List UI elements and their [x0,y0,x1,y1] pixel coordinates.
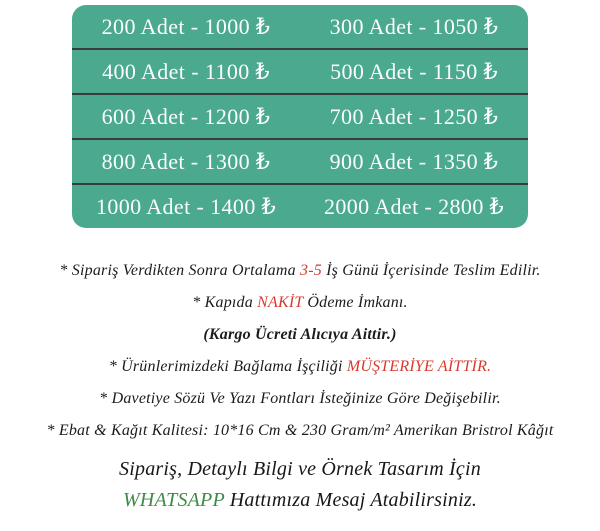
note-binding [0,357,600,377]
footer-line-1: Sipariş, Detaylı Bilgi ve Örnek Tasarım İçin [119,458,481,480]
note-paper: * Ebat & Kağıt Kalitesi: 10*16 Cm & 230 Gram/m² Amerikan Bristrol Kâğıt [46,422,554,439]
price-row [72,183,528,228]
price-cell-left: 200 Adet - 1000 ₺ [101,13,271,39]
note-payment-prefix: * Kapıda [192,294,258,311]
price-row [72,48,528,93]
price-table [72,5,528,228]
note-delivery-suffix: İş Günü İçerisinde Teslim Edilir. [321,262,541,279]
footer-whatsapp-highlight: WHATSAPP [122,489,225,511]
note-delivery-prefix: * Sipariş Verdikten Sonra Ortalama [59,262,301,279]
note-payment [0,293,600,313]
note-payment-suffix: Ödeme İmkanı. [303,294,408,311]
note-payment-highlight: NAKİT [257,294,304,311]
note-delivery-highlight: 3-5 [300,262,322,279]
price-cell-right: 500 Adet - 1150 ₺ [330,58,498,84]
note-binding-highlight: MÜŞTERİYE AİTTİR. [346,358,492,375]
price-cell-right: 300 Adet - 1050 ₺ [329,13,499,39]
note-delivery [0,261,600,281]
price-cell-left: 400 Adet - 1100 ₺ [102,58,270,84]
price-cell-left: 600 Adet - 1200 ₺ [101,103,271,129]
price-cell-left: 800 Adet - 1300 ₺ [101,148,271,174]
note-binding-prefix: * Ürünlerimizdeki Bağlama İşçiliği [108,358,347,375]
note-shipping: (Kargo Ücreti Alıcıya Aittir.) [203,326,397,343]
note-customization: * Davetiye Sözü Ve Yazı Fontları İsteğinize Göre Değişebilir. [99,390,501,407]
price-row [72,138,528,183]
price-cell-right: 700 Adet - 1250 ₺ [329,103,499,129]
price-row [72,5,528,48]
footer-line-2-suffix: Hattımıza Mesaj Atabilirsiniz. [224,489,478,511]
price-cell-right: 2000 Adet - 2800 ₺ [323,193,505,219]
footer-section [0,454,600,516]
price-cell-right: 900 Adet - 1350 ₺ [329,148,499,174]
price-cell-left: 1000 Adet - 1400 ₺ [95,193,277,219]
footer-line-2 [0,485,600,516]
price-row [72,93,528,138]
notes-section [0,261,600,441]
